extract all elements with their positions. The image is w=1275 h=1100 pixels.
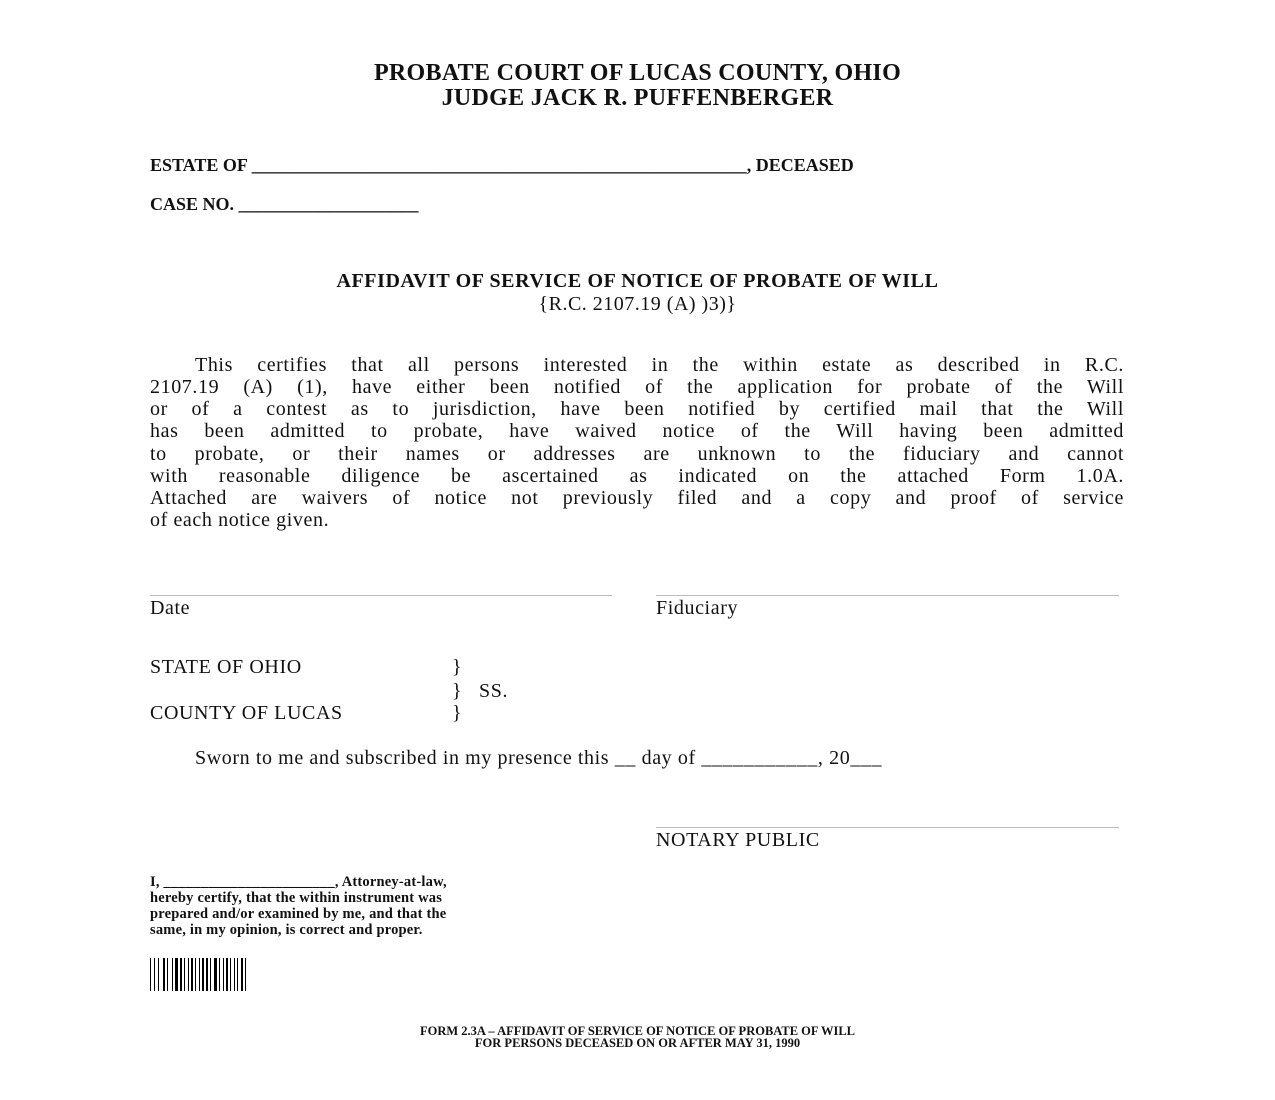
barcode-bar — [214, 958, 217, 991]
attorney-cert-line: prepared and/or examined by me, and that the — [150, 906, 447, 922]
venue-county: COUNTY OF LUCAS — [150, 702, 343, 724]
barcode-bar — [184, 958, 185, 991]
body-line: Attached are waivers of notice not previously filed and a copy and proof of service — [150, 487, 1124, 509]
barcode-bar — [191, 958, 193, 991]
barcode-bar — [195, 958, 196, 991]
notary-label: NOTARY PUBLIC — [656, 829, 820, 851]
barcode-bar — [172, 958, 173, 991]
court-name: PROBATE COURT OF LUCAS COUNTY, OHIO — [373, 60, 902, 86]
form-footer-line: FORM 2.3A – AFFIDAVIT OF SERVICE OF NOTICE OF PROBATE OF WILL — [419, 1024, 856, 1038]
body-line: or of a contest as to jurisdiction, have been notified by certified mail that the Will — [150, 398, 1124, 420]
date-label: Date — [150, 597, 191, 619]
case-number-field[interactable]: ____________________ — [238, 194, 419, 214]
barcode-bar — [234, 958, 235, 991]
body-line: This certifies that all persons interested in the within estate as described in R.C. — [195, 354, 1124, 376]
barcode-bar — [188, 958, 189, 991]
estate-name-field[interactable]: _______________________________________________________ — [251, 155, 747, 175]
estate-line — [150, 155, 854, 176]
barcode-bar — [245, 958, 246, 991]
barcode-bar — [167, 958, 168, 991]
barcode-bar — [223, 958, 224, 991]
body-line: to probate, or their names or addresses are unknown to the fiduciary and cannot — [150, 443, 1124, 465]
barcode-bar — [219, 958, 220, 991]
estate-label: ESTATE OF — [150, 155, 248, 175]
fiduciary-label: Fiduciary — [656, 597, 739, 619]
attorney-cert-line: I, _______________________, Attorney-at-law, — [150, 874, 447, 890]
venue-state: STATE OF OHIO — [150, 656, 302, 678]
form-title: AFFIDAVIT OF SERVICE OF NOTICE OF PROBATE OF WILL — [336, 270, 939, 292]
attorney-cert-line: hereby certify, that the within instrument was — [150, 890, 443, 906]
barcode-bar — [202, 958, 204, 991]
venue-brace: } — [452, 680, 463, 702]
barcode-bar — [206, 958, 208, 991]
barcode-bar — [163, 958, 165, 991]
barcode-bar — [154, 958, 155, 991]
fiduciary-signature-line[interactable] — [656, 595, 1119, 596]
venue-ss: SS. — [479, 680, 509, 702]
notary-signature-line[interactable] — [656, 827, 1119, 828]
venue-brace: } — [452, 656, 463, 678]
barcode-bar — [226, 958, 228, 991]
venue-brace: } — [452, 702, 463, 724]
barcode-bar — [237, 958, 238, 991]
barcode-bar — [158, 958, 159, 991]
jurat-text: Sworn to me and subscribed in my presence this __ day of ___________, 20___ — [195, 747, 883, 769]
judge-name: JUDGE JACK R. PUFFENBERGER — [441, 85, 834, 111]
form-footer-line: FOR PERSONS DECEASED ON OR AFTER MAY 31, 1990 — [474, 1036, 801, 1050]
case-line — [150, 194, 419, 215]
attorney-cert-line: same, in my opinion, is correct and proper. — [150, 922, 423, 938]
barcode-bar — [241, 958, 243, 991]
deceased-label: , DECEASED — [746, 155, 854, 175]
body-line: with reasonable diligence be ascertained as indicated on the attached Form 1.0A. — [150, 465, 1124, 487]
statute-reference: {R.C. 2107.19 (A) )3)} — [538, 293, 737, 315]
barcode-bar — [175, 958, 178, 991]
case-label: CASE NO. — [150, 194, 235, 214]
body-line: has been admitted to probate, have waived notice of the Will having been admitted — [150, 420, 1124, 442]
barcode-bar — [150, 958, 151, 991]
barcode-bar — [210, 958, 211, 991]
barcode-bar — [199, 958, 200, 991]
barcode — [150, 958, 338, 991]
body-line: of each notice given. — [150, 509, 330, 531]
body-line: 2107.19 (A) (1), have either been notified of the application for probate of the Will — [150, 376, 1124, 398]
barcode-bar — [230, 958, 231, 991]
date-signature-line[interactable] — [150, 595, 612, 596]
barcode-bar — [180, 958, 182, 991]
